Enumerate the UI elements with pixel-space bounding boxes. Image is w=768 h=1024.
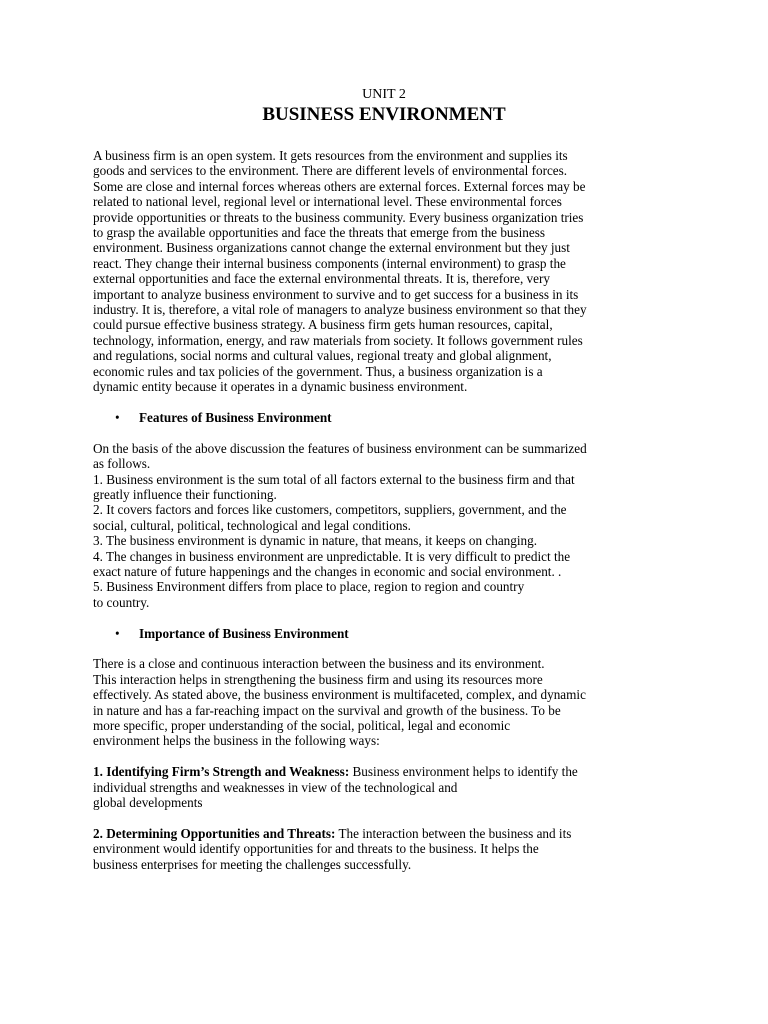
spacer (93, 749, 633, 764)
text-line: Some are close and internal forces whereas others are external forces. External forces may be (93, 178, 586, 194)
text-line: could pursue effective business strategy. A business firm gets human resources, capital, (93, 317, 553, 333)
point-label: 2. Determining Opportunities and Threats: (93, 825, 336, 841)
spacer (93, 641, 633, 656)
bullet-icon: • (115, 409, 120, 425)
text-line: dynamic entity because it operates in a dynamic business environment. (93, 379, 468, 395)
spacer (93, 425, 633, 440)
text-line: environment helps the business in the following ways: (93, 733, 380, 749)
text-line: more specific, proper understanding of the social, political, legal and economic (93, 717, 511, 733)
text-line: A business firm is an open system. It gets resources from the environment and supplies its (93, 148, 568, 163)
text-line: as follows. (93, 456, 151, 472)
text-line: environment. Business organizations cannot change the external environment but they just (93, 240, 570, 256)
text-line (93, 764, 633, 779)
text-line: 1. Business environment is the sum total of all factors external to the business firm and that (93, 471, 575, 487)
intro-paragraph (93, 148, 633, 395)
point-label: 1. Identifying Firm’s Strength and Weakness: (93, 764, 350, 780)
point-text: The interaction between the business and its (335, 825, 572, 841)
text-line: individual strengths and weaknesses in view of the technological and (93, 779, 458, 795)
text-line: This interaction helps in strengthening the business firm and using its resources more (93, 671, 543, 687)
section-heading-text: Features of Business Environment (139, 409, 332, 425)
text-line: effectively. As stated above, the business environment is multifaceted, complex, and dynamic (93, 687, 586, 703)
text-line: global developments (93, 794, 203, 810)
spacer (93, 810, 633, 825)
text-line: external opportunities and face the external environmental threats. It is, therefore, very (93, 271, 550, 287)
text-line: to grasp the available opportunities and face the threats that emerge from the business (93, 225, 546, 241)
point-text: Business environment helps to identify the (349, 764, 578, 780)
importance-heading (93, 626, 633, 641)
text-line: in nature and has a far-reaching impact on the survival and growth of the business. To be (93, 702, 561, 718)
text-line: react. They change their internal business components (internal environment) to grasp the (93, 255, 566, 271)
page-title: BUSINESS ENVIRONMENT (262, 104, 506, 125)
text-line: 3. The business environment is dynamic in nature, that means, it keeps on changing. (93, 533, 538, 549)
text-line: environment would identify opportunities for and threats to the business. It helps the (93, 841, 539, 857)
text-line: On the basis of the above discussion the features of business environment can be summarized (93, 440, 587, 456)
text-line: goods and services to the environment. There are different levels of environmental forces. (93, 163, 568, 179)
text-line: technology, information, energy, and raw materials from society. It follows government rules (93, 332, 583, 348)
text-line: important to analyze business environment to survive and to get success for a business in its (93, 286, 579, 302)
document-body (93, 148, 633, 872)
text-line: There is a close and continuous interaction between the business and its environment. (93, 656, 545, 672)
text-line: industry. It is, therefore, a vital role of managers to analyze business environment so that they (93, 302, 587, 318)
section-heading-text: Importance of Business Environment (139, 625, 349, 641)
text-line: and regulations, social norms and cultural values, regional treaty and global alignment, (93, 348, 552, 364)
point-strength-weakness (93, 764, 633, 810)
text-line: economic rules and tax policies of the government. Thus, a business organization is a (93, 363, 543, 379)
text-line: to country. (93, 594, 150, 610)
text-line: exact nature of future happenings and the changes in economic and social environment. . (93, 563, 562, 579)
features-list (93, 441, 633, 610)
spacer (93, 610, 633, 625)
spacer (93, 395, 633, 410)
point-opportunities-threats (93, 826, 633, 872)
importance-paragraph (93, 656, 633, 748)
features-heading (93, 410, 633, 425)
text-line: related to national level, regional level or international level. These environmental forces (93, 194, 562, 210)
text-line: 5. Business Environment differs from place to place, region to region and country (93, 579, 525, 595)
text-line: business enterprises for meeting the challenges successfully. (93, 856, 412, 872)
text-line: greatly influence their functioning. (93, 486, 277, 502)
text-line: provide opportunities or threats to the business community. Every business organization tries (93, 209, 584, 225)
unit-label: UNIT 2 (362, 87, 406, 102)
bullet-icon: • (115, 625, 120, 641)
text-line: social, cultural, political, technological and legal conditions. (93, 517, 411, 533)
text-line (93, 826, 633, 841)
text-line: 2. It covers factors and forces like customers, competitors, suppliers, government, and the (93, 502, 567, 518)
text-line: 4. The changes in business environment are unpredictable. It is very difficult to predict the (93, 548, 571, 564)
